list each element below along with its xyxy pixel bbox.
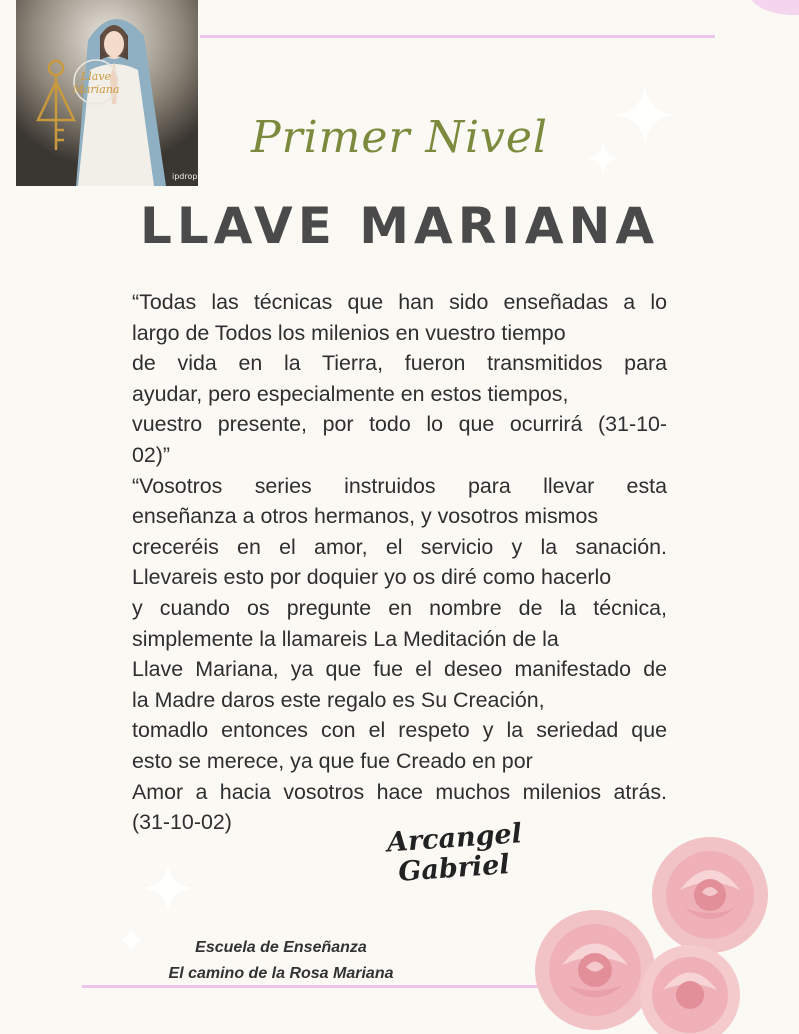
roses-illustration — [520, 830, 799, 1034]
corner-decoration — [749, 0, 799, 15]
quote-line: tomadlo entonces con el respeto y la seriedad que — [132, 718, 667, 743]
school-footer — [150, 935, 412, 987]
quote-line: de vida en la Tierra, fueron transmitidos para — [132, 351, 667, 376]
sparkle-icon — [138, 858, 198, 918]
subtitle-primer-nivel: Primer Nivel — [250, 112, 549, 163]
quote-line: vuestro presente, por todo lo que ocurrirá (31-10- — [132, 412, 667, 437]
quote-line: enseñanza a otros hermanos, y vosotros mismos — [132, 504, 599, 529]
logo-text-llave: Llave — [80, 70, 112, 83]
quote-line: simplemente la llamareis La Meditación de la — [132, 626, 559, 651]
sparkle-icon — [116, 925, 146, 955]
logo-text-mariana: Mariana — [72, 83, 120, 96]
quote-line: Llevareis esto por doquier yo os diré como hacerlo — [132, 565, 612, 590]
signature-line-1: Arcangel — [385, 818, 523, 859]
signature-arcangel-gabriel — [385, 818, 523, 889]
quote-line: (31-10-02) — [132, 810, 232, 835]
quote-line: “Todas las técnicas que han sido enseñadas a lo — [132, 290, 667, 314]
quote-line: Llave Mariana, ya que fue el deseo manifestado de — [132, 657, 667, 682]
quote-line: largo de Todos los milenios en vuestro tiempo — [132, 320, 566, 345]
quote-line: Amor a hacia vosotros hace muchos milenios atrás. — [132, 779, 667, 804]
quote-line: y cuando os pregunte en nombre de la técnica, — [132, 595, 667, 620]
signature-line-2: Gabriel — [397, 849, 511, 888]
rose-icon — [640, 945, 740, 1034]
school-name: Escuela de Enseñanza — [195, 939, 367, 956]
school-tagline: El camino de la Rosa Mariana — [168, 965, 394, 982]
quote-line: esto se merece, ya que fue Creado en por — [132, 748, 533, 773]
quote-line: creceréis en el amor, el servicio y la sanación. — [132, 534, 667, 559]
page-title: LLAVE MARIANA — [140, 197, 660, 255]
top-divider-line — [200, 35, 715, 38]
quote-line: ayudar, pero especialmente en estos tiempos, — [132, 381, 569, 406]
bottom-divider-line — [82, 985, 552, 988]
quote-line: la Madre daros este regalo es Su Creación, — [132, 687, 545, 712]
quote-line: “Vosotros series instruidos para llevar esta — [132, 473, 667, 498]
rose-icon — [652, 837, 768, 953]
rose-icon — [535, 910, 655, 1030]
logo-watermark: ipdrop — [172, 172, 198, 181]
quote-line: 02)” — [132, 442, 171, 467]
quote-body — [132, 287, 667, 838]
